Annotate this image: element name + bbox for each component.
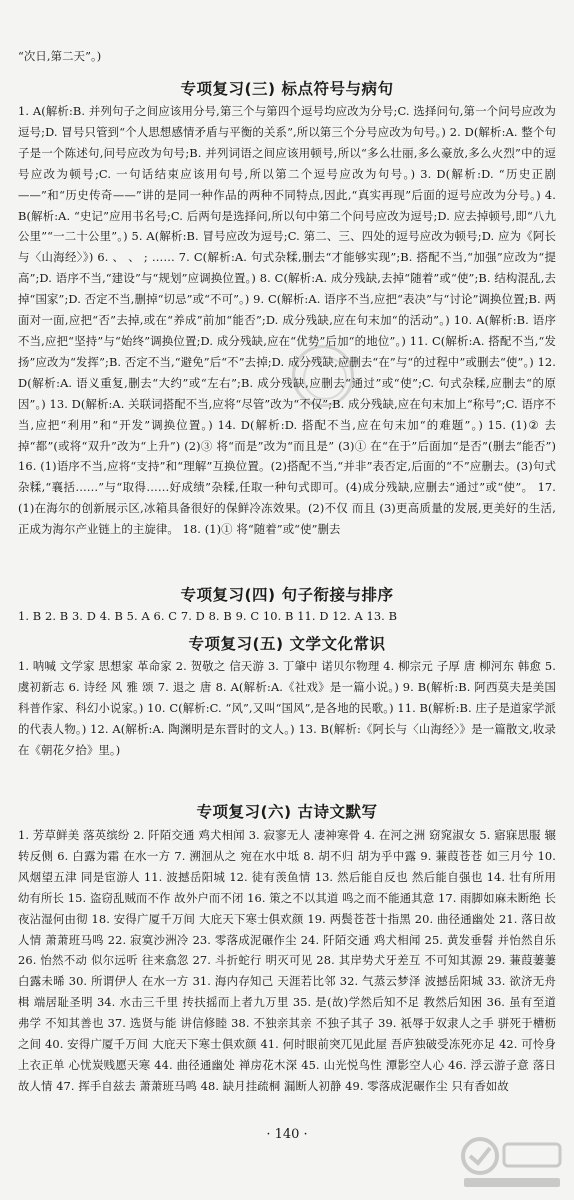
- section-heading-4: 专项复习(四) 句子衔接与排序: [180, 586, 394, 604]
- watermark-logo: [456, 1134, 566, 1192]
- section-heading-5: 专项复习(五) 文学文化常识: [188, 635, 386, 653]
- section-body-5: 1. 呐喊 文学家 思想家 革命家 2. 贺敬之 信天游 3. 丁肇中 诺贝尔物理 4. 柳宗元 子厚 唐 柳河东 韩愈 5. 虞初新志 6. 诗经 风 雅 颂 7. 退之 唐 8. A(解析:A.《社戏》是一篇小说。) 9. B(解析:B. 阿西莫夫是美国科普作家、科幻小说家。) 10. C(解析:C. “风”,又叫“国风”,是各地的民歌。) 11. B(解析:B. 庄子是道家学派的代表人物。) 12. A(解析:A. 陶渊明是东晋时的文人。) 13. B(解析:《阿长与〈山海经〉》是一篇散文,收录在《朝花夕拾》里。): [18, 659, 556, 757]
- section-heading-6: 专项复习(六) 古诗文默写: [196, 803, 378, 821]
- continued-text-line: “次日,第二天”。): [18, 49, 102, 63]
- section-heading-3: 专项复习(三) 标点符号与病句: [180, 80, 394, 98]
- section-body-4: 1. B 2. B 3. D 4. B 5. A 6. C 7. D 8. B 9. C 10. B 11. D 12. A 13. B: [18, 609, 398, 623]
- section-body-6: 1. 芳草鲜美 落英缤纷 2. 阡陌交通 鸡犬相闻 3. 寂寥无人 凄神寒骨 4. 在河之洲 窈窕淑女 5. 寤寐思服 辗转反侧 6. 白露为霜 在水一方 7. 溯洄从之 宛在水中坻 8. 胡不归 胡为乎中露 9. 蒹葭苍苍 如三月兮 10. 风烟望五津 同是宦游人 11. 波撼岳阳城 12. 徒有羡鱼情 13. 然后能自反也 然后能自强也 14. 壮有所用 幼有所长 15. 盗窃乱贼而不作 故外户而不闭 16. 策之不以其道 鸣之而不能通其意 17. 雨脚如麻未断绝 长夜沾湿何由彻 18. 安得广厦千万间 大庇天下寒士俱欢颜 19. 两鬓苍苍十指黑 20. 曲径通幽处 21. 落日故人情 萧萧班马鸣 22. 寂寞沙洲冷 23. 零落成泥碾作尘 24. 阡陌交通 鸡犬相闻 25. 黄发垂髫 并怡然自乐 26. 怡然不动 似尔远听 往来翕忽 27. 斗折蛇行 明灭可见 28. 其岸势犬牙差互 不可知其源 29. 蒹葭萋萋 白露未晞 30. 所谓伊人 在水一方 31. 海内存知己 天涯若比邻 32. 气蒸云梦泽 波撼岳阳城 33. 欲济无舟楫 端居耻圣明 34. 水击三千里 抟扶摇而上者九万里 35. 是(故)学然后知不足 教然后知困 36. 虽有至道 弗学 不知其善也 37. 选贤与能 讲信修睦 38. 不独亲其亲 不独子其子 39. 祇辱于奴隶人之手 骈死于槽枥之间 40. 安得广厦千万间 大庇天下寒士俱欢颜 41. 何时眼前突兀见此屋 吾庐独破受冻死亦足 42. 可怜身上衣正单 心忧炭贱愿天寒 44. 曲径通幽处 禅房花木深 45. 山光悦鸟性 潭影空人心 46. 浮云游子意 落日故人情 47. 挥手自兹去 萧萧班马鸣 48. 缺月挂疏桐 漏断人初静 49. 零落成泥碾作尘 只有香如故: [18, 828, 556, 1093]
- section-body-3: 1. A(解析:B. 并列句子之间应该用分号,第三个与第四个逗号均应改为分号;C. 选择问句,第一个问号应改为逗号;D. 冒号只管到“个人思想感情矛盾与平衡的关系”,所以第三个分号应改为句号。) 2. D(解析:A. 整个句子是一个陈述句,问号应改为句号;B. 并列词语之间应该用顿号,所以“多么壮丽,多么豪放,多么火烈”中的逗号应改为顿号;C. 一句话结束应该用句号,所以第二个逗号应改为句号。) 3. D(解析:D. “历史正剧——”和“历史传奇——”讲的是同一种作品的两种不同特点,因此,“真实再现”后面的逗号应改为分号。) 4. B(解析:A. “史记”应用书名号;C. 后两句是选择问,所以句中第二个问号应改为逗号;D. 应去掉顿号,即“八九公里”“一二十公里”。) 5. A(解析:B. 冒号应改为逗号;C. 第二、三、四处的逗号应改为顿号;D. 应为《阿长与〈山海经〉》) 6. 、 、 ; …… 7. C(解析:A. 句式杂糅,删去“才能够实现”;B. 搭配不当,“加强”应改为“提高”;D. 语序不当,“建设”与“规划”应调换位置。) 8. C(解析:A. 成分残缺,去掉“随着”或“使”;B. 结构混乱,去掉“国家”;D. 否定不当,删掉“切忌”或“不可”。) 9. C(解析:A. 语序不当,应把“表决”与“讨论”调换位置;B. 两面对一面,应把“否”去掉,或在“养成”前加“能否”;D. 成分残缺,应在句末加“的活动”。) 10. A(解析:B. 语序不当,应把“坚持”与“始终”调换位置;D. 成分残缺,应在“优势”后加“的地位”。) 11. C(解析:A. 搭配不当,“发扬”应改为“发挥”;B. 否定不当,“避免”后“不”去掉;D. 成分残缺,应删去“在”与“的过程中”或删去“使”。) 12. D(解析:A. 语义重复,删去“大约”或“左右”;B. 成分残缺,应删去“通过”或“使”;C. 句式杂糅,应删去“的原因”。) 13. D(解析:A. 关联词搭配不当,应将“尽管”改为“不仅”;B. 成分残缺,应在句末加上“称号”;C. 语序不当,应把“利用”和“开发”调换位置。) 14. D(解析:D. 搭配不当,应在句末加“的难题”。) 15. (1)② 去掉“都”(或将“双升”改为“上升”) (2)③ 将“而是”改为“而且是” (3)① 在“在于”后面加“是否”(删去“能否”) 16. (1)语序不当,应将“支持”和“理解”互换位置。(2)搭配不当,“并非”表否定,后面的“不”应删去。(3)句式杂糅,“襄括……”与“取得……好成绩”杂糅,任取一种句式即可。(4)成分残缺,应删去“通过”或“使”。 17. (1)在海尔的创新展示区,冰箱具备很好的保鲜冷冻效果。(2)不仅 而且 (3)更高质量的发展,更美好的生活,正成为海尔产业链上的主旋律。 18. (1)① 将“随着”或“使”删去: [18, 104, 556, 537]
- seal-stamp: [292, 345, 354, 407]
- page-number: · 140 ·: [266, 1127, 308, 1142]
